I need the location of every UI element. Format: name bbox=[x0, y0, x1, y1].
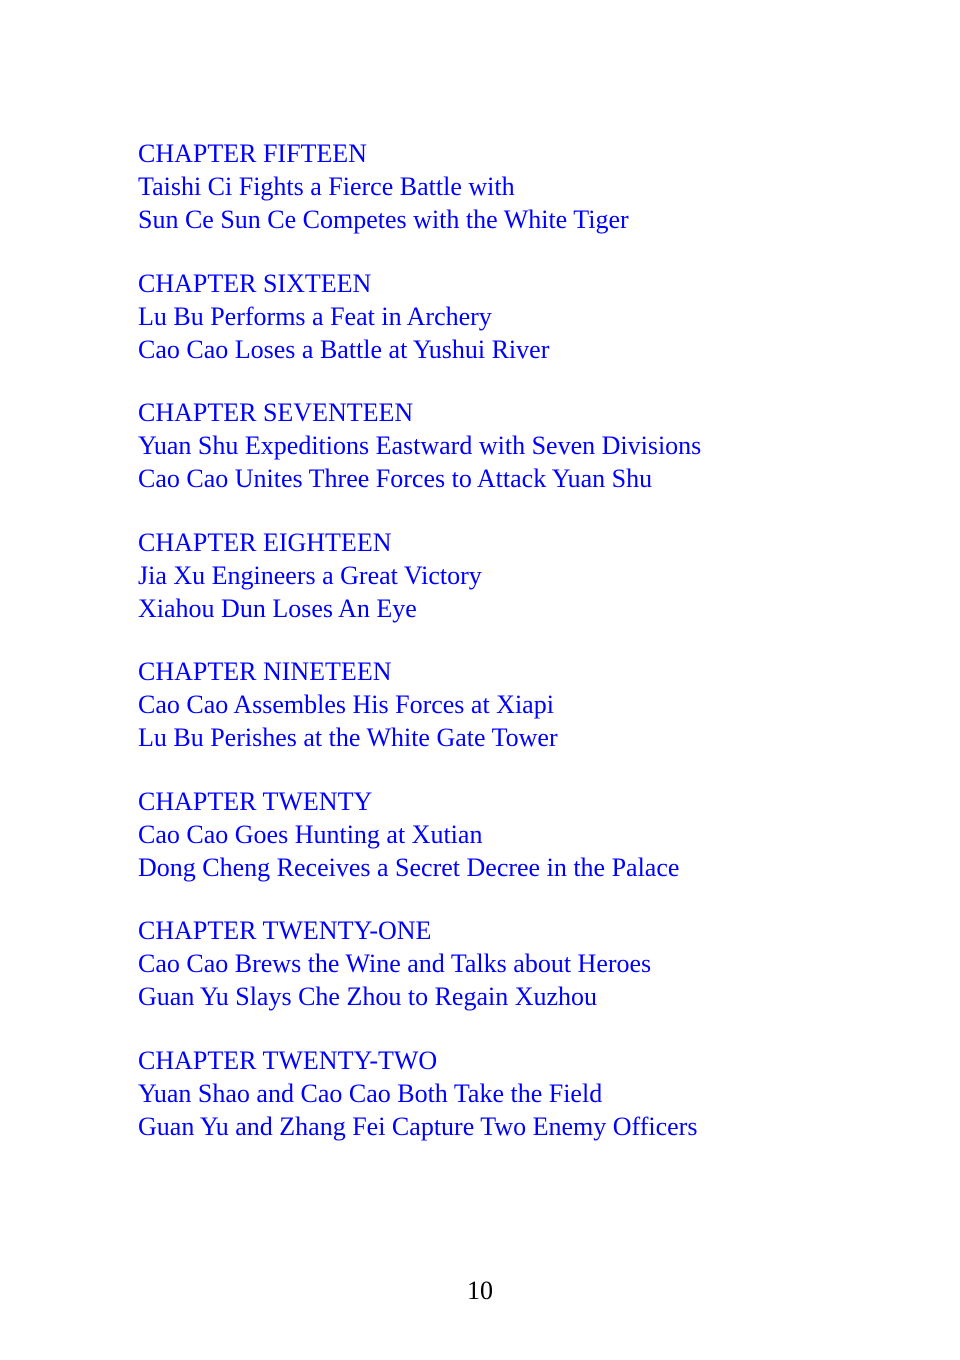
chapter-title-line-2[interactable]: Guan Yu Slays Che Zhou to Regain Xuzhou bbox=[138, 982, 598, 1011]
chapter-title-line-2[interactable]: Lu Bu Perishes at the White Gate Tower bbox=[138, 723, 558, 752]
chapter-entry-twenty bbox=[138, 785, 918, 915]
chapter-heading-link[interactable]: CHAPTER SIXTEEN bbox=[138, 268, 372, 298]
chapter-heading-link[interactable]: CHAPTER TWENTY-TWO bbox=[138, 1045, 438, 1075]
chapter-heading-link[interactable]: CHAPTER SEVENTEEN bbox=[138, 398, 414, 427]
page-number: 10 bbox=[467, 1276, 493, 1305]
chapter-title-line-2[interactable]: Sun Ce Sun Ce Competes with the White Tiger bbox=[138, 205, 629, 234]
chapter-entry-eighteen bbox=[138, 526, 918, 656]
chapter-title-line-1[interactable]: Taishi Ci Fights a Fierce Battle with bbox=[138, 172, 515, 201]
chapter-title-line-1[interactable]: Yuan Shao and Cao Cao Both Take the Field bbox=[138, 1078, 603, 1108]
chapter-title-line-1[interactable]: Yuan Shu Expeditions Eastward with Seven Divisions bbox=[138, 431, 702, 460]
chapter-title-line-2[interactable]: Cao Cao Unites Three Forces to Attack Yuan Shu bbox=[138, 464, 653, 493]
chapter-heading-link[interactable]: CHAPTER NINETEEN bbox=[138, 657, 392, 686]
chapter-entry-sixteen bbox=[138, 267, 918, 397]
chapter-entry-twenty-one bbox=[138, 914, 918, 1044]
chapter-title-line-1[interactable]: Cao Cao Assembles His Forces at Xiapi bbox=[138, 690, 554, 719]
chapter-title-line-1[interactable]: Jia Xu Engineers a Great Victory bbox=[138, 560, 482, 590]
chapter-entry-twenty-two bbox=[138, 1044, 918, 1174]
chapter-entry-nineteen bbox=[138, 655, 918, 785]
chapter-title-line-1[interactable]: Cao Cao Goes Hunting at Xutian bbox=[138, 819, 483, 849]
chapter-title-line-2[interactable]: Cao Cao Loses a Battle at Yushui River bbox=[138, 334, 550, 364]
chapter-title-line-1[interactable]: Cao Cao Brews the Wine and Talks about Heroes bbox=[138, 949, 652, 978]
chapter-entry-fifteen bbox=[138, 137, 918, 267]
table-of-contents bbox=[138, 137, 918, 1173]
chapter-heading-link[interactable]: CHAPTER FIFTEEN bbox=[138, 139, 367, 168]
chapter-title-line-2[interactable]: Dong Cheng Receives a Secret Decree in the Palace bbox=[138, 852, 680, 882]
chapter-title-line-1[interactable]: Lu Bu Performs a Feat in Archery bbox=[138, 301, 492, 331]
chapter-entry-seventeen bbox=[138, 396, 918, 526]
chapter-heading-link[interactable]: CHAPTER TWENTY-ONE bbox=[138, 916, 432, 945]
chapter-title-line-2[interactable]: Guan Yu and Zhang Fei Capture Two Enemy Officers bbox=[138, 1111, 698, 1141]
chapter-heading-link[interactable]: CHAPTER TWENTY bbox=[138, 786, 373, 816]
chapter-heading-link[interactable]: CHAPTER EIGHTEEN bbox=[138, 527, 392, 557]
chapter-title-line-2[interactable]: Xiahou Dun Loses An Eye bbox=[138, 593, 417, 623]
